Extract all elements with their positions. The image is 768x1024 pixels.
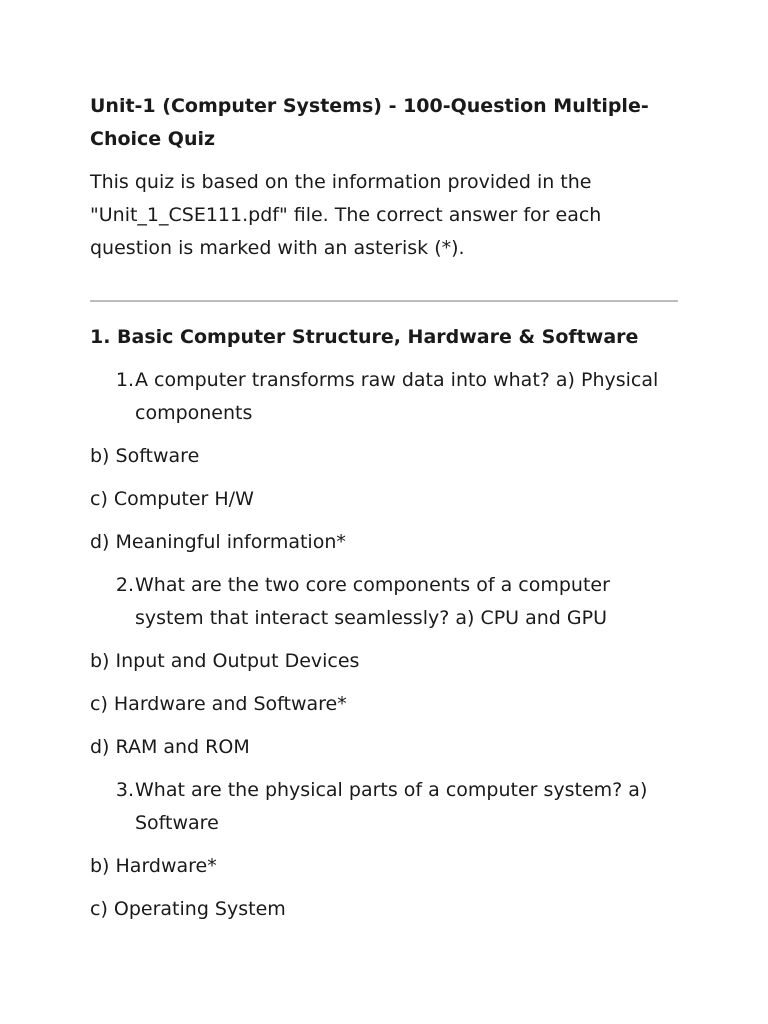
question-3 [90,774,680,840]
answer-option-correct: c) Hardware and Software* [90,693,347,715]
question-text: What are the two core components of a computer system that interact seamlessly? a) CPU and GPU [135,574,610,629]
answer-option: c) Computer H/W [90,488,254,510]
question-number: 1. [115,369,134,391]
answer-option-correct: d) Meaningful information* [90,531,346,553]
document-page [90,90,680,926]
page-title: Unit-1 (Computer Systems) - 100-Question Multiple-Choice Quiz [90,95,649,150]
section-divider [90,300,678,302]
answer-option-correct: b) Hardware* [90,855,217,877]
question-text: A computer transforms raw data into what? a) Physical components [135,369,659,424]
answer-option: d) RAM and ROM [90,736,250,758]
question-1 [90,364,680,430]
question-number: 2. [115,574,134,596]
answer-option: b) Software [90,445,200,467]
question-text: What are the physical parts of a computer system? a) Software [135,779,648,834]
question-2 [90,569,680,635]
intro-paragraph: This quiz is based on the information provided in the "Unit_1_CSE111.pdf" file. The correct answer for each question is marked with an asterisk (*). [90,171,602,259]
section-heading: 1. Basic Computer Structure, Hardware & Software [90,326,639,348]
answer-option: c) Operating System [90,898,286,920]
answer-option: b) Input and Output Devices [90,650,360,672]
question-number: 3. [115,779,134,801]
